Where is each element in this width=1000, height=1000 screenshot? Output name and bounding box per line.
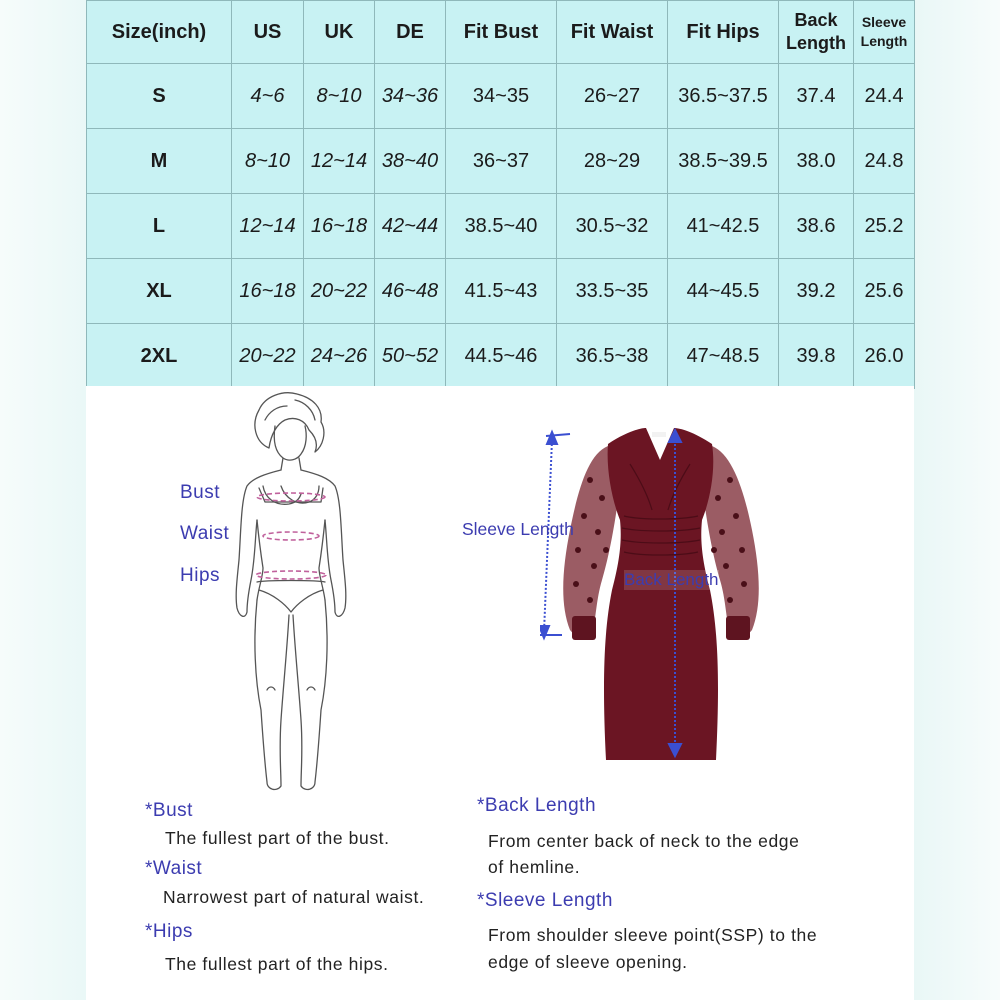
cell-back-length: 39.8	[779, 324, 854, 389]
cell-uk: 12~14	[304, 129, 375, 194]
waist-label: Waist	[180, 523, 230, 544]
table-header-row	[87, 1, 915, 64]
cell-size: XL	[87, 259, 232, 324]
cell-sleeve-length: 25.6	[854, 259, 915, 324]
bust-definition-text: The fullest part of the bust.	[165, 828, 390, 848]
cell-fit-hips: 36.5~37.5	[668, 64, 779, 129]
cell-size: 2XL	[87, 324, 232, 389]
back-length-definition-line1: From center back of neck to the edge	[488, 831, 800, 851]
cell-us: 16~18	[232, 259, 304, 324]
back-length-definition-line2: of hemline.	[488, 857, 581, 877]
header-fit-waist: Fit Waist	[557, 1, 668, 64]
cell-uk: 20~22	[304, 259, 375, 324]
cell-de: 38~40	[375, 129, 446, 194]
cell-sleeve-length: 24.4	[854, 64, 915, 129]
bust-label: Bust	[180, 482, 221, 503]
cell-de: 46~48	[375, 259, 446, 324]
hips-definition-text: The fullest part of the hips.	[165, 954, 389, 974]
cell-size: L	[87, 194, 232, 259]
cell-us: 20~22	[232, 324, 304, 389]
cell-fit-waist: 36.5~38	[557, 324, 668, 389]
sleeve-length-definition-line1: From shoulder sleeve point(SSP) to the	[488, 925, 818, 945]
cell-size: M	[87, 129, 232, 194]
table-row	[87, 259, 915, 324]
cell-fit-bust: 34~35	[446, 64, 557, 129]
right-backdrop	[914, 0, 1000, 1000]
header-sleeve-length	[854, 1, 915, 64]
hips-label: Hips	[180, 565, 221, 586]
header-fit-hips: Fit Hips	[668, 1, 779, 64]
body-outline-icon	[225, 390, 355, 800]
header-fit-bust: Fit Bust	[446, 1, 557, 64]
cell-fit-bust: 36~37	[446, 129, 557, 194]
cell-us: 4~6	[232, 64, 304, 129]
cell-sleeve-length: 25.2	[854, 194, 915, 259]
waist-definition-title: *Waist	[145, 858, 203, 879]
back-length-definition-title: *Back Length	[477, 795, 597, 816]
cell-back-length: 37.4	[779, 64, 854, 129]
cell-uk: 24~26	[304, 324, 375, 389]
bust-definition-title: *Bust	[145, 800, 193, 821]
cell-sleeve-length: 24.8	[854, 129, 915, 194]
cell-fit-waist: 28~29	[557, 129, 668, 194]
dress-icon	[540, 420, 800, 765]
hips-definition-title: *Hips	[145, 921, 193, 942]
table-row	[87, 324, 915, 389]
table-row	[87, 194, 915, 259]
cell-fit-waist: 33.5~35	[557, 259, 668, 324]
cell-uk: 8~10	[304, 64, 375, 129]
size-chart-table	[86, 0, 915, 389]
cell-uk: 16~18	[304, 194, 375, 259]
sleeve-length-label: Sleeve Length	[462, 519, 574, 539]
header-size: Size(inch)	[87, 1, 232, 64]
cell-fit-hips: 44~45.5	[668, 259, 779, 324]
table-row	[87, 64, 915, 129]
cell-de: 50~52	[375, 324, 446, 389]
cell-de: 42~44	[375, 194, 446, 259]
sleeve-length-definition-title: *Sleeve Length	[477, 890, 613, 911]
sleeve-length-definition-line2: edge of sleeve opening.	[488, 952, 688, 972]
cell-back-length: 38.0	[779, 129, 854, 194]
header-back-length-line2: Length	[786, 33, 846, 53]
cell-us: 12~14	[232, 194, 304, 259]
header-uk: UK	[304, 1, 375, 64]
header-sleeve-length-line1: Sleeve	[861, 14, 907, 30]
header-de: DE	[375, 1, 446, 64]
table-row	[87, 129, 915, 194]
cell-back-length: 39.2	[779, 259, 854, 324]
cell-fit-bust: 44.5~46	[446, 324, 557, 389]
left-backdrop	[0, 0, 86, 1000]
cell-sleeve-length: 26.0	[854, 324, 915, 389]
header-back-length-line1: Back	[794, 10, 838, 30]
cell-de: 34~36	[375, 64, 446, 129]
cell-fit-hips: 38.5~39.5	[668, 129, 779, 194]
header-back-length	[779, 1, 854, 64]
cell-fit-hips: 41~42.5	[668, 194, 779, 259]
header-sleeve-length-line2: Length	[860, 33, 908, 49]
cell-fit-waist: 26~27	[557, 64, 668, 129]
cell-fit-hips: 47~48.5	[668, 324, 779, 389]
waist-definition-text: Narrowest part of natural waist.	[163, 887, 425, 907]
cell-back-length: 38.6	[779, 194, 854, 259]
header-us: US	[232, 1, 304, 64]
cell-fit-bust: 38.5~40	[446, 194, 557, 259]
cell-us: 8~10	[232, 129, 304, 194]
cell-fit-waist: 30.5~32	[557, 194, 668, 259]
cell-fit-bust: 41.5~43	[446, 259, 557, 324]
cell-size: S	[87, 64, 232, 129]
back-length-label: Back Length	[624, 570, 719, 589]
